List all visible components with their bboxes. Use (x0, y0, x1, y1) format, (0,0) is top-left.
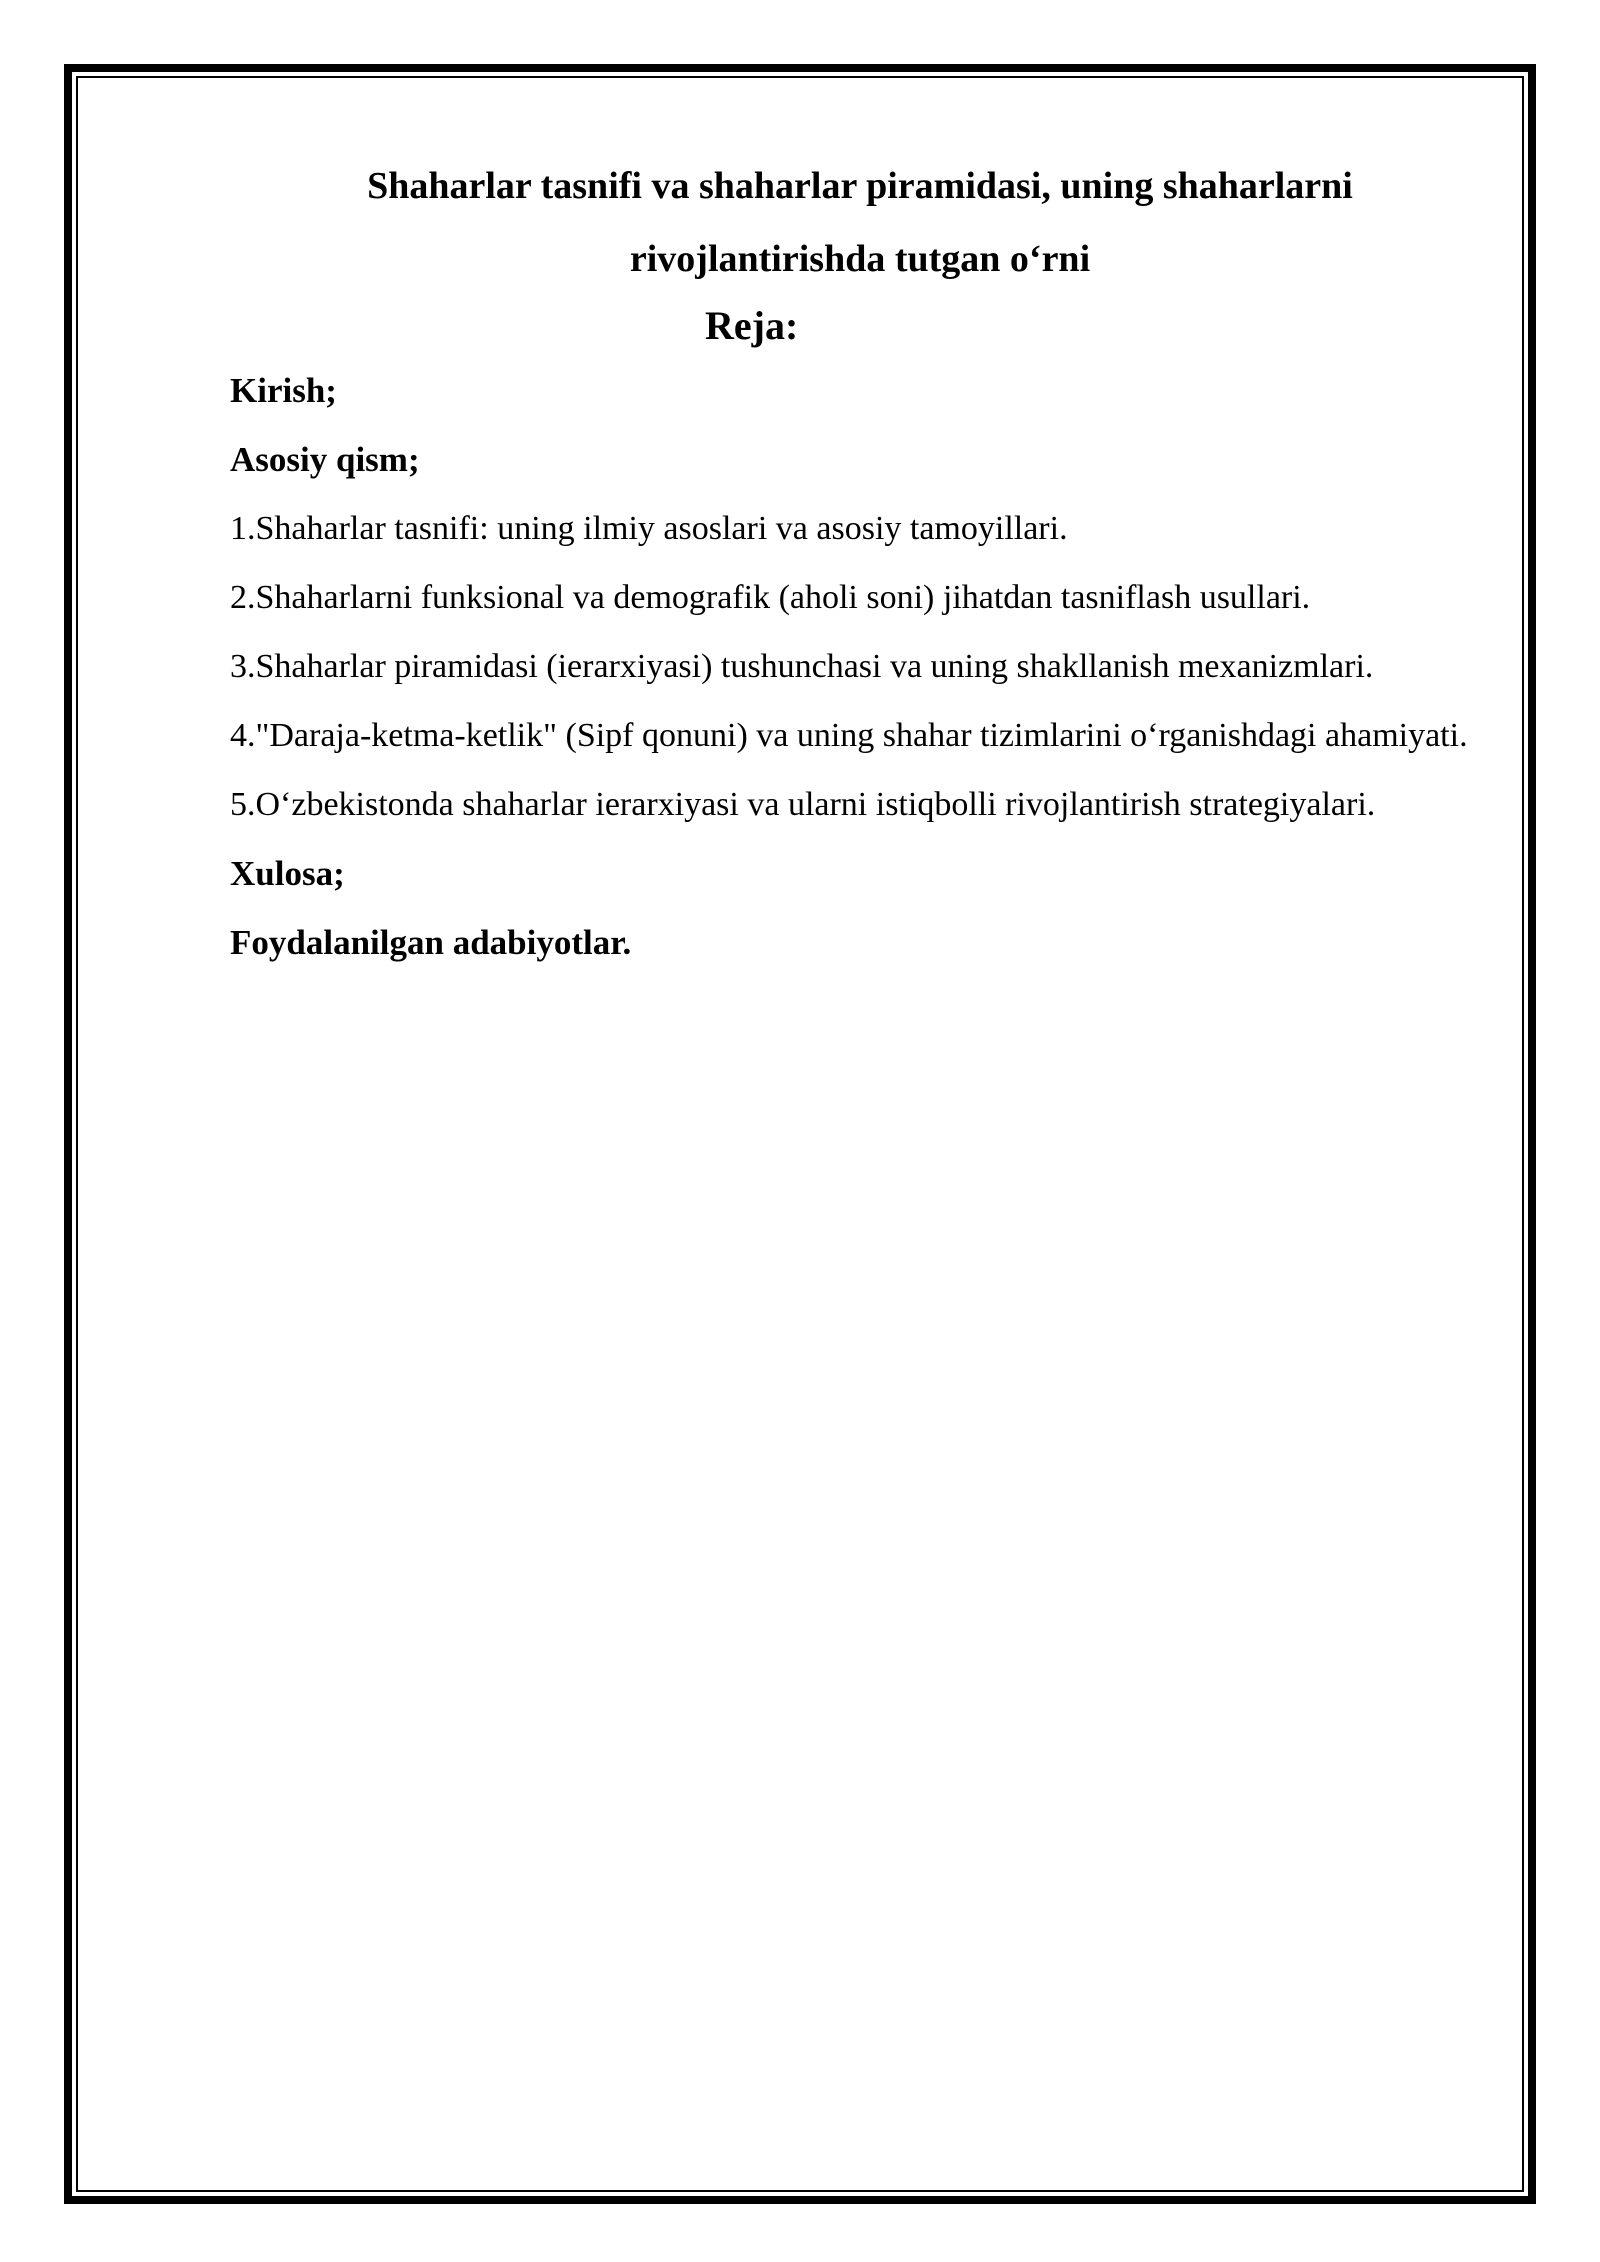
document-title-line-1: Shaharlar tasnifi va shaharlar piramidasi, uning shaharlarni (367, 165, 1353, 207)
document-body (230, 150, 1470, 989)
plan-item-3: 3.Shaharlar piramidasi (ierarxiyasi) tushunchasi va uning shakllanish mexanizmlari. (230, 648, 1374, 685)
plan-item-xulosa: Xulosa; (230, 854, 345, 893)
plan-item-kirish: Kirish; (230, 371, 337, 410)
plan-item-5: 5.O‘zbekistonda shaharlar ierarxiyasi va ularni istiqbolli rivojlantirish strategiyalari. (230, 786, 1376, 823)
plan-item-4: 4."Daraja-ketma-ketlik" (Sipf qonuni) va uning shahar tizimlarini o‘rganishdagi ahamiyati. (230, 717, 1468, 754)
plan-item-1: 1.Shaharlar tasnifi: uning ilmiy asoslari va asosiy tamoyillari. (230, 510, 1068, 547)
plan-heading: Reja: (705, 303, 799, 348)
document-title-line-2: rivojlantirishda tutgan o‘rni (629, 238, 1091, 280)
document-title (260, 150, 1460, 296)
plan-list (230, 368, 1470, 965)
plan-item-2: 2.Shaharlarni funksional va demografik (aholi soni) jihatdan tasniflash usullari. (230, 579, 1311, 616)
plan-item-asosiy-qism: Asosiy qism; (230, 440, 420, 479)
plan-item-adabiyotlar: Foydalanilgan adabiyotlar. (230, 923, 632, 962)
